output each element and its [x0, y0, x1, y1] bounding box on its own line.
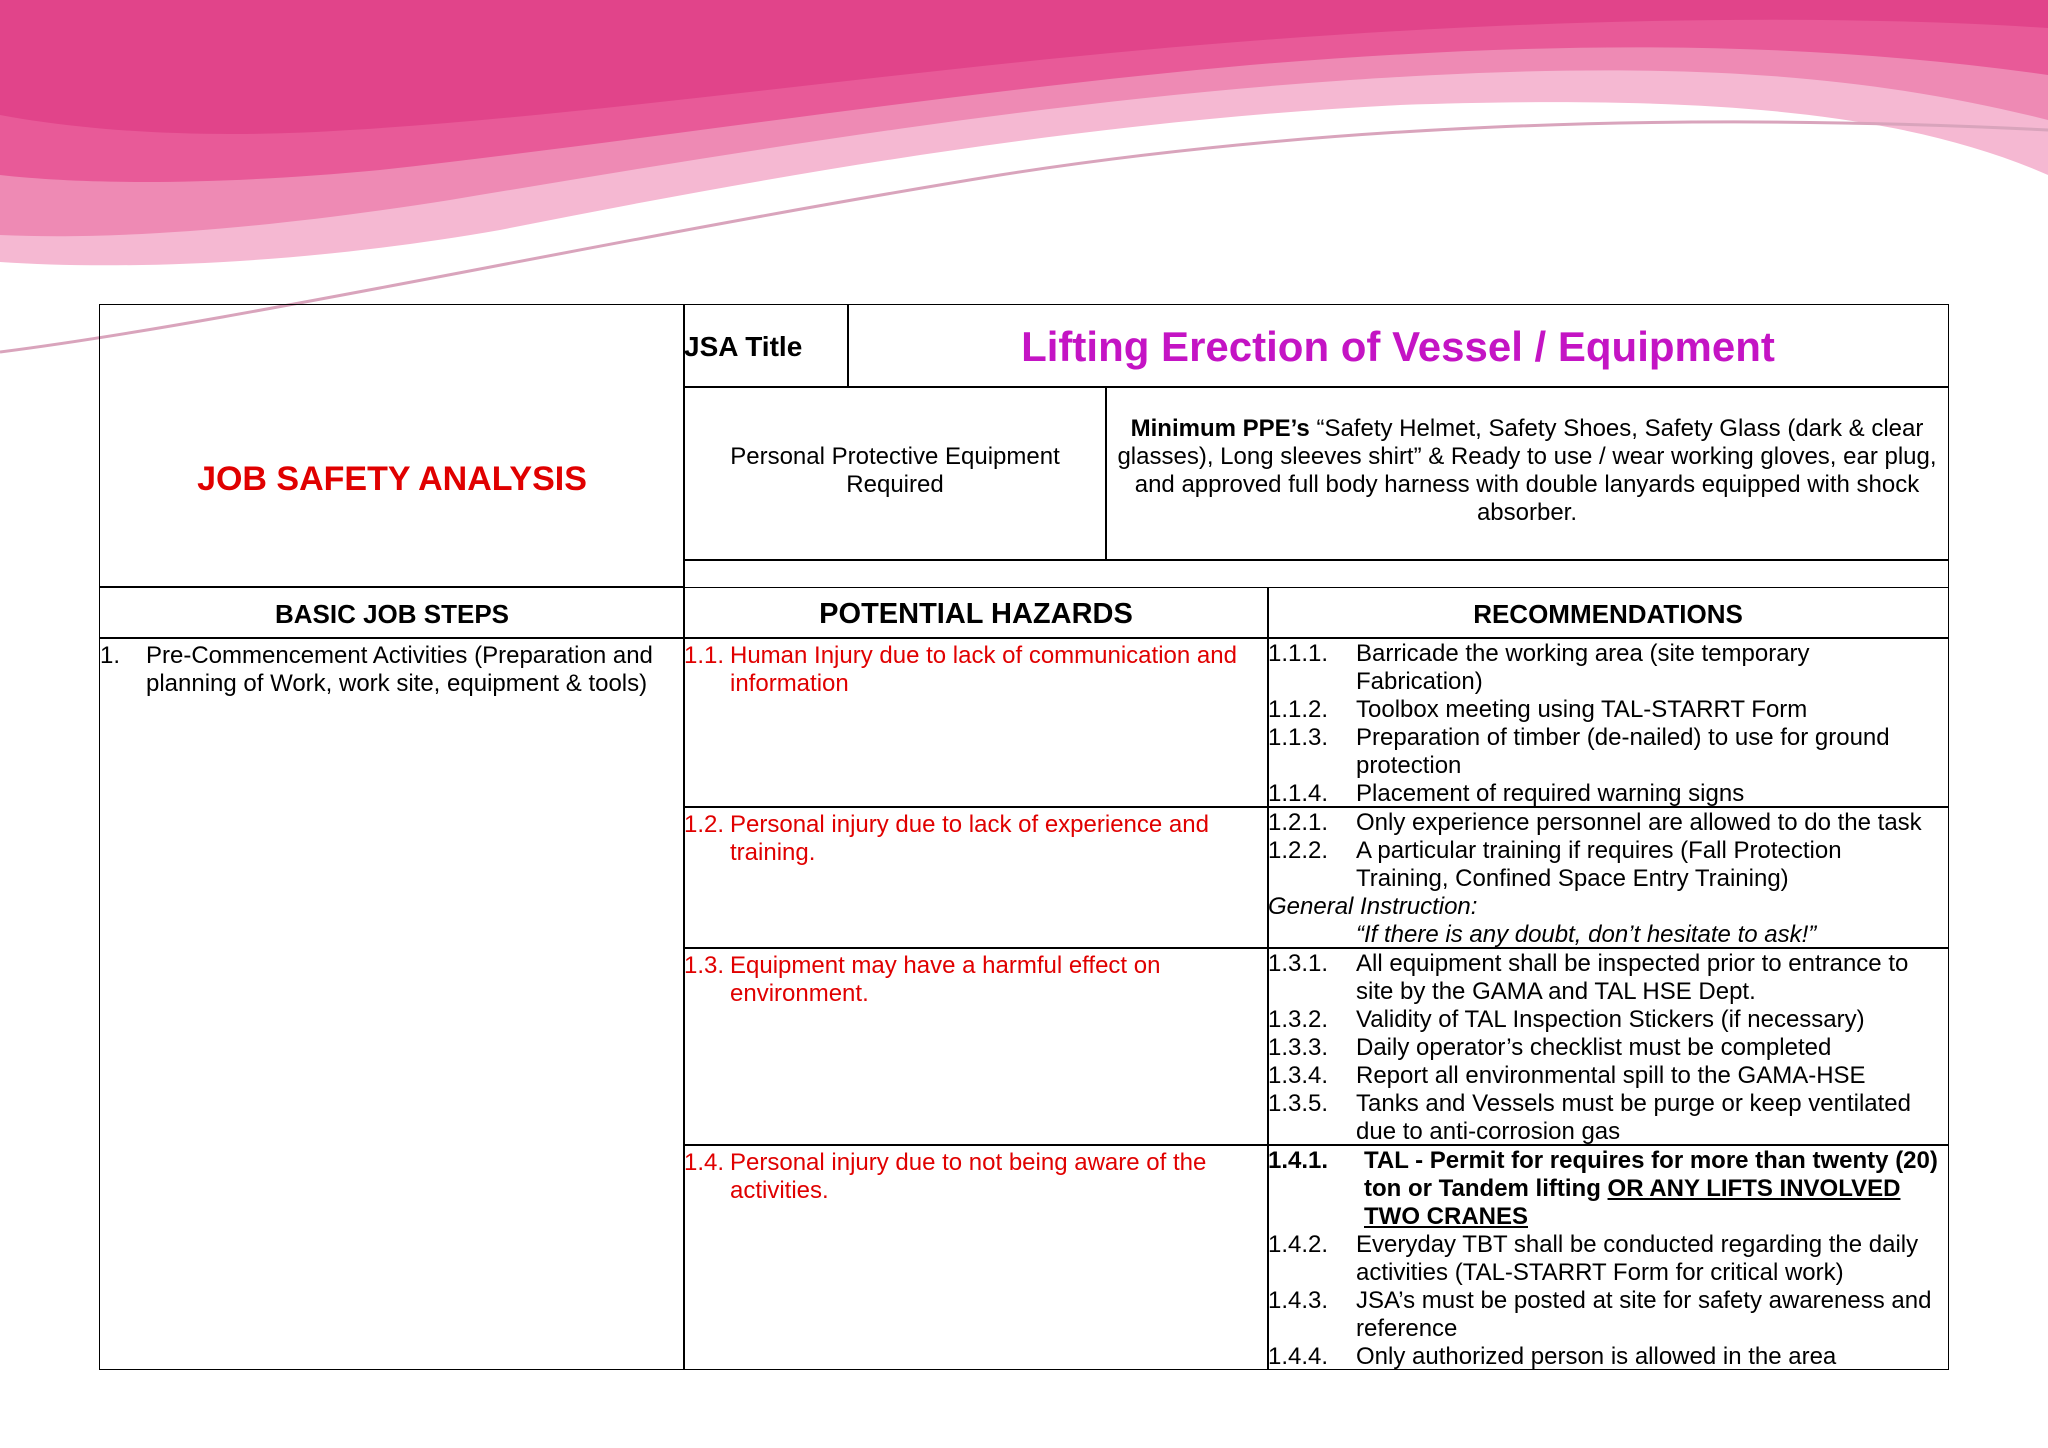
hazard-number: 1.1.: [684, 642, 725, 669]
permit-requirement-text: TAL - Permit for requires for more than twenty (20) ton or Tandem lifting: [1364, 1147, 1938, 1202]
recommendation-text: All equipment shall be inspected prior to entrance to site by the GAMA and TAL HSE Dept.: [1356, 950, 1909, 1005]
recommendation-number: 1.2.2.: [1268, 837, 1329, 864]
ppe-label: Personal Protective Equipment Required: [730, 443, 1060, 498]
recommendation-text: Everyday TBT shall be conducted regarding the daily activities (TAL-STARRT Form for critical work): [1356, 1231, 1919, 1286]
recommendation-text: Preparation of timber (de-nailed) to use for ground protection: [1356, 724, 1890, 779]
step-number: 1.: [100, 642, 121, 669]
col-header-recommendations: [1267, 587, 1949, 639]
recommendation-number: 1.4.1.: [1268, 1147, 1329, 1174]
recommendation-number: 1.1.4.: [1268, 780, 1329, 807]
recommendation-text: Placement of required warning signs: [1356, 780, 1745, 807]
col-header-hazards: [683, 587, 1269, 639]
ppe-bold-label: Minimum PPE’s: [1130, 415, 1310, 442]
recommendation-text: A particular training if requires (Fall Protection Training, Confined Space Entry Training): [1356, 837, 1842, 892]
recommendation-row-3: [1267, 947, 1949, 1146]
title-cell: [99, 304, 685, 587]
recommendation-text: Barricade the working area (site temporary Fabrication): [1356, 640, 1810, 695]
spacer-cell: [683, 559, 1949, 589]
recommendation-number: 1.3.5.: [1268, 1090, 1329, 1117]
col-header-steps: [99, 587, 685, 639]
recommendation-text: Tanks and Vessels must be purge or keep ventilated due to anti-corrosion gas: [1356, 1090, 1911, 1145]
recommendation-number: 1.3.1.: [1268, 950, 1329, 977]
recommendation-text: JSA’s must be posted at site for safety awareness and reference: [1356, 1287, 1932, 1342]
recommendation-number: 1.1.3.: [1268, 724, 1329, 751]
recommendation-number: 1.4.4.: [1268, 1343, 1329, 1370]
hazard-number: 1.3.: [684, 952, 725, 979]
ppe-details: [1110, 415, 1944, 527]
col-header-steps-label: BASIC JOB STEPS: [274, 599, 510, 629]
jsa-title-label-cell: [683, 304, 849, 388]
hazard-text: Human Injury due to lack of communication and information: [730, 642, 1237, 697]
general-instruction-label: General Instruction:: [1268, 893, 1478, 920]
recommendation-number: 1.2.1.: [1268, 809, 1329, 836]
hazard-number: 1.2.: [684, 811, 725, 838]
recommendation-text: Only experience personnel are allowed to do the task: [1356, 809, 1922, 836]
recommendation-number: 1.4.3.: [1268, 1287, 1329, 1314]
hazard-number: 1.4.: [684, 1149, 725, 1176]
jsa-title: Lifting Erection of Vessel / Equipment: [1021, 323, 1775, 370]
ppe-label-cell: [683, 386, 1107, 561]
general-instruction-quote: “If there is any doubt, don’t hesitate to ask!”: [1356, 921, 1817, 948]
hazard-text: Equipment may have a harmful effect on environment.: [730, 952, 1161, 1007]
recommendation-number: 1.3.4.: [1268, 1062, 1329, 1089]
recommendation-number: 1.1.1.: [1268, 640, 1329, 667]
jsa-title-cell: [847, 304, 1949, 388]
col-header-recommendations-label: RECOMMENDATIONS: [1473, 599, 1743, 629]
jsa-title-label: JSA Title: [684, 331, 803, 362]
recommendation-row-1: [1267, 637, 1949, 808]
hazard-row-3: [683, 947, 1269, 1146]
recommendation-text: [1364, 1147, 1940, 1231]
document-title: JOB SAFETY ANALYSIS: [197, 460, 587, 498]
recommendation-number: 1.3.3.: [1268, 1034, 1329, 1061]
steps-cell: [99, 637, 685, 1370]
recommendation-text: Report all environmental spill to the GAMA-HSE: [1356, 1062, 1866, 1089]
col-header-hazards-label: POTENTIAL HAZARDS: [819, 598, 1133, 630]
recommendation-text: Only authorized person is allowed in the area: [1356, 1343, 1837, 1370]
step-text: Pre-Commencement Activities (Preparation and planning of Work, work site, equipment & tools): [146, 642, 653, 697]
ppe-text: “Safety Helmet, Safety Shoes, Safety Glass (dark & clear glasses), Long sleeves shirt” & Ready to use / wear working gloves, ear plug, and approved full body harness with double lanyards equipped with shock absorber.: [1117, 415, 1937, 526]
recommendation-text: Toolbox meeting using TAL-STARRT Form: [1356, 696, 1808, 723]
recommendation-item: [1268, 640, 1944, 696]
hazard-text: Personal injury due to not being aware of the activities.: [730, 1149, 1207, 1204]
recommendation-text: Daily operator’s checklist must be completed: [1356, 1034, 1832, 1061]
recommendation-row-2: [1267, 806, 1949, 949]
recommendation-number: 1.3.2.: [1268, 1006, 1329, 1033]
recommendation-number: 1.1.2.: [1268, 696, 1329, 723]
hazard-row-1: [683, 637, 1269, 808]
ppe-details-cell: [1105, 386, 1949, 561]
hazard-row-4: [683, 1144, 1269, 1370]
hazard-row-2: [683, 806, 1269, 949]
recommendation-text: Validity of TAL Inspection Stickers (if necessary): [1356, 1006, 1865, 1033]
hazard-text: Personal injury due to lack of experience and training.: [730, 811, 1209, 866]
recommendation-number: 1.4.2.: [1268, 1231, 1329, 1258]
two-cranes-emphasis: OR ANY LIFTS INVOLVED TWO CRANES: [1364, 1175, 1901, 1230]
recommendation-row-4: [1267, 1144, 1949, 1370]
